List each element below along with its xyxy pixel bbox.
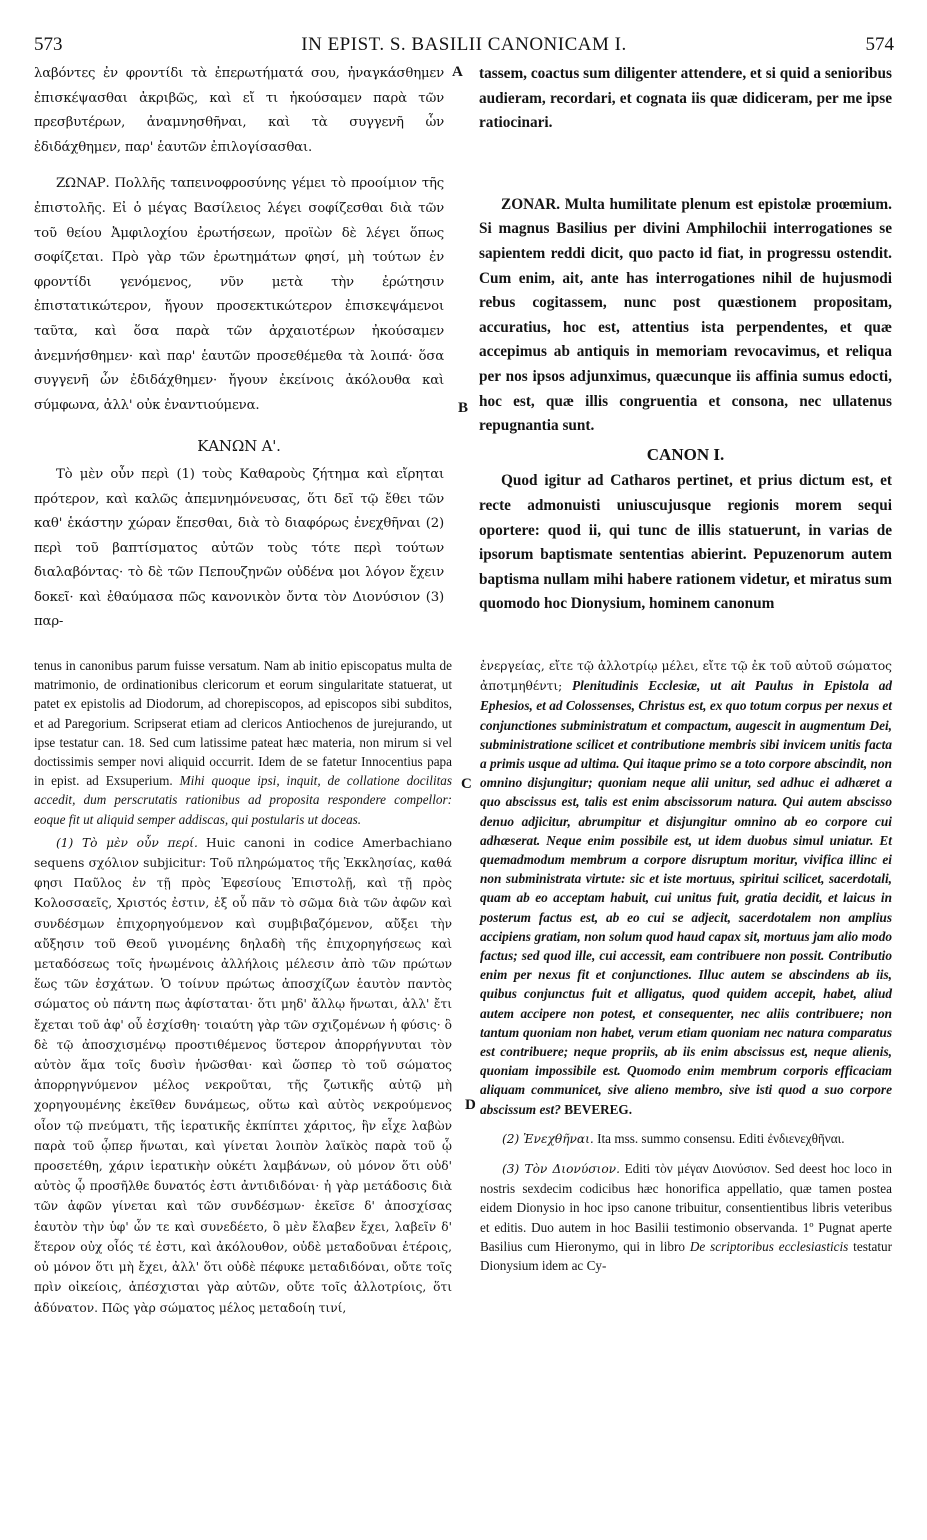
- footnotes-left-column: [34, 656, 452, 1318]
- running-title: IN EPIST. S. BASILII CANONICAM I.: [301, 34, 627, 55]
- footnote-1-scholion: Huic canoni in codice Amerbachiano sequens σχόλιον subjicitur: Τοῦ πληρώματος τῆς Ἐκκλησίας, καθά φησι Παῦλος ἐν τῇ πρὸς Ἐφεσίους Ἐπιστολῇ, καὶ τῇ πρὸς Κολοσσαεῖς, Χριστός ἐστιν, ἐξ οὗ πᾶν τὸ σῶμα διὰ τῶν ἀφῶν καὶ συνδέσμων ἐπιχορηγούμενον καὶ συμβιβαζόμενον, αὔξει τὴν αὔξησιν τοῦ Θεοῦ γινομένης δηλαδὴ τῆς ἐπιχορηγήσεως καὶ μεταδόσεως τοῖς ἡνωμένοις ἀλλήλοις μέλεσιν ἀπὸ τῶν πρώτων ἕως τῶν ἐσχάτων. Ὁ τοίνυν πρώτως ἀποσχίζων ἑαυτὸν παντὸς σώματος οὐ πάντη πως ἀφίσταται· ὅτι μηδ' ἄλλῳ ἥνωται, ἀλλ' ἔτι ἔχεται τοῦ ἀφ' οὗ ἐσχίσθη· τοιαύτη γὰρ τῶν σχιζομένων ἡ φύσις· ὃ δὲ τῷ ἀποσχισμένῳ προστιθέμενος ὕστερον ἀπορρήγνυται τὸν αὐτὸν ἅμα τοῖς δυσὶν ἡνῶσθαι· καὶ ὥσπερ τὸ τοῦ σώματος ἀπορρηγνύμενον μέλος νεκροῦται, τῆς ζωτικῆς αὐτῷ μὴ χορηγουμένης ἐκεῖθεν δυνάμεως, οὕτω καὶ αὐτὸς νεκρούμενος οἷον τῷ πνεύματι, τῆς ἱερατικῆς ἐκπίπτει χάριτος, ἣν εἶχε λαβὼν παρὰ τοῦ ᾧπερ ἥνωται, καὶ γίνεται λοιπὸν λαϊκὸς παρὰ τοῦ ᾧ προσετέθη, χάριν ἱερατικὴν οὐκέτι λαμβάνων, οὐ μόνον ὅτι οὐδ' αὐτὸς ᾧ προσῆλθε δυνατός ἐστι ἀντιδιδόναι· ἡ γὰρ μετάδοσις διὰ τῶν ἀφῶν γίνεται καὶ τῶν συνδέσμων· ἐκεῖσε δ' ἀποσχίσας ἑαυτὸν τὴν ὑφ' ὧν τε καὶ συνεδέετο, ὃ μὲν ἔλαβεν ἔχει, λαβεῖν δ' ἕτερον οὐχ οἷός τέ ἐστι, καὶ ἀκόλουθον, οὐδὲ μεταδοῦναι ἑτέροις, οὐ μόνον ὅτι μὴ ἔχει, ἀλλ' ὅτι οὐδὲ πέφυκε μεταδιδόναι, οὔτε τοῖς πρὶν οἰκείοις, ἀπέσχισται γὰρ αὐτῶν, οὔτε τοῖς ἀλλοτρίοις, ὅτι ἀδύνατον. Πῶς γὰρ σώματος μέλος μεταδοίη τινί,: [34, 835, 453, 1315]
- footnote-quotation: Mihi quoque ipsi, inquit, de collatione docilitas accedit, dum perscrutatis rationibus ad proposita respondere compellor: eoque fit ut aliquid semper addiscas, qui postularis ut doceas.: [34, 773, 453, 827]
- footnote-continuation: tenus in canonibus parum fuisse versatum. Nam ab initio episcopatus multa de matrimonio, de ordinationibus clericorum et eorum singularitate statuerat, ut patet ex epistolis ad Diodorum, ad chorepiscopos, ad episcopos sibi subditos, et ad Paregorium. Scripserat etiam ad clericos Antiochenos de jurejurando, ut ipse testatur can. 18. Sed cum latissime pateat hæc materia, non mirum si vel doctissimis semper novi aliquid occurrit. Idem de se fatetur Innocentius papa in epist. ad Exsuperium.: [34, 658, 452, 789]
- zonaras-greek-commentary: ΖΩΝΑΡ. Πολλῆς ταπεινοφροσύνης γέμει τὸ προοίμιον τῆς ἐπιστολῆς. Εἰ ὁ μέγας Βασίλειος λέγει σοφίζεσθαι διὰ τῶν τοῦ θείου Ἀμφιλοχίου ἐρωτήσεων, προϊὼν δὲ λέγει ὅπως σοφίζεται. Πρὸ γὰρ τῶν ἐρωτημάτων φησί, μὴ τούτων ἐν φροντίδι γενόμενος, νῦν μετὰ τὴν ἐρώτησιν ἐπιστατικώτερον, ἤγουν προσεκτικώτερον ἐπισκεψάμενοι ταῦτα, καὶ ὅσα παρὰ τῶν ἀρχαιοτέρων ἠκούσαμεν ἀνεμνήσθημεν· καὶ παρ' ἑαυτῶν προσεθέμεθα τὰ λοιπά· ὅσα συγγενῆ ὧν ἐδιδάχθημεν· ἤγουν ἐκείνοις ἀκόλουθα καὶ σύμφωνα, ἀλλ' οὐκ ἐναντιούμενα.: [34, 176, 444, 413]
- page-number-right: 574: [865, 34, 894, 55]
- section-marker-b: B: [458, 400, 469, 416]
- canon-heading-latin: CANON I.: [646, 444, 725, 464]
- footnote-3-book-title: De scriptoribus ecclesiasticis: [689, 1238, 849, 1254]
- running-header: [34, 34, 894, 60]
- greek-text-column: [34, 62, 444, 635]
- canon-heading-greek: ΚΑΝΩΝ Α'.: [197, 437, 281, 456]
- zonaras-latin-commentary: ZONAR. Multa humilitate plenum est epistolæ proœmium. Si magnus Basilius per divini Amphilochii interrogationes se sapientem reddi dicit, quo pacto id fiat, in progressu ostendit. Cum enim, ait, ante has interrogationes nihil de hujusmodi rebus cogitassem, nunc post quæstionem propositam, accuratius, hoc est, attentius ista perpendentes, et quæ accepimus ab antiquis in memoriam revocavimus, et reliqua per nos ipsos adjunximus, quæcunque iis affinia sumus edocti, hoc est, quæ illis congruentia et consona, nec ullatenus repugnantia sunt.: [479, 195, 892, 435]
- scholion-greek-end: ἐνεργείας, εἴτε τῷ ἀλλοτρίῳ μέλει, εἴτε τῷ ἐκ τοῦ αὐτοῦ σώματος ἀποτμηθέντι;: [480, 659, 892, 694]
- greek-paragraph: λαβόντες ἐν φροντίδι τὰ ἐπερωτήματά σου, ἠναγκάσθημεν ἐπισκέψασθαι ἀκριβῶς, καὶ εἴ τι ἠκούσαμεν παρὰ τῶν πρεσβυτέρων, ἀναμνησθῆναι, καὶ τὰ συγγενῆ ὧν ἐδιδάχθημεν, παρ' ἑαυτῶν ἐπιλογίσασθαι.: [34, 66, 444, 155]
- page-number-left: 573: [34, 34, 63, 55]
- section-marker-c: C: [461, 776, 472, 792]
- footnote-2-text: Ita mss. summo consensu. Editi ἐνδιενεχθῆναι.: [597, 1130, 845, 1146]
- footnote-3-tail: testatur Dionysium idem ac Cy-: [480, 1238, 892, 1274]
- footnote-3-text: Editi τὸν μέγαν Διονύσιον. Sed deest hoc loco in nostris sexdecim codicibus hæc honorifica appellatio, quæ tamen postea eidem Dionysio in hoc ipso canone tribuitur, consentientibus libris veteribus et editis. Duo autem in hoc Basilii testimonio observanda. 1º Pugnat aperte Basilius cum Hieronymo, qui in libro: [480, 1161, 892, 1254]
- canon-text-greek: Τὸ μὲν οὖν περὶ (1) τοὺς Καθαροὺς ζήτημα καὶ εἴρηται πρότερον, καὶ καλῶς ἀπεμνημόνευσας, ὅτι δεῖ τῷ ἔθει τῶν καθ' ἑκάστην χώραν ἕπεσθαι, διὰ τὸ διαφόρως ἐνεχθῆναι (2) περὶ τοῦ βαπτίσματος αὐτῶν τοὺς τότε περὶ τούτων διαλαβόντας· τὸ δὲ τῶν Πεπουζηνῶν οὐδένα μοι λόγον ἔχειν δοκεῖ· καὶ ἐθαύμασα πῶς κανονικὸν ὄντα τὸν Διονύσιον (3) παρ-: [34, 466, 444, 630]
- latin-text-column: [479, 62, 892, 617]
- section-marker-d: D: [465, 1097, 476, 1113]
- scholion-latin-translation: Plenitudinis Ecclesiæ, ut ait Paulus in Epistola ad Ephesios, et ad Colossenses, Christus est, ex quo totum corpus per nexus et conjunctiones subministratum et compactum, augescit in augmentum Dei, subministratione scilicet et contributione membris sibi invicem unitis facta a primis usque ad ultima. Qui itaque primo se a toto corpore abscindit, non omnino disjungitur; quoniam neque alii unitur, sed adhuc ei adhæret a quo abscissus est, talis est enim abscissorum natura. Qui autem abscisso denuo adjicitur, abrumpitur et disjungitur omnino ab eo corpore cui adhæserat. Neque enim possibile est, ut idem duobus simul uniatur. Et quemadmodum membrum a corpore disruptum moritur, vivifica illinc ei non subministrata virtute: sic et iste mortuus, spiritui scilicet, sacerdotali, quam ab eo acceptam habuit, cui unitus fuit, gratia decidit, et laicus in posterum factus est, ab eo cui se adjecit, sacerdotalem non amplius accipiens gratiam, non solum quod haud capax sit, mortuus jam alio modo factus; sed quod ille, cui accessit, eam contribuere non possit. Contributio enim per nexus fit et conjunctiones. Illuc autem se abscindens ab iis, quibus conjunctus fuit et alligatus, quod quidem accepit, habet, aliud autem accipere non potest, et consequenter, nec aliis contribuere; non tantum quoniam non habet, verum etiam quoniam nec natura comparatus est contribuere; neque propriis, ab iis enim abscissus est, neque alienis, quoniam impossibile est. Quomodo enim membrum corporis efficaciam aliquam communicet, sive alieno membro, sive isti quod a suo corpore abscissum est?: [480, 678, 892, 1117]
- footnotes-right-column: [480, 656, 892, 1275]
- footnote-attribution: BEVEREG.: [564, 1101, 632, 1117]
- footnote-1-lemma: (1) Τὸ μὲν οὖν περί.: [56, 835, 198, 850]
- section-marker-a: A: [452, 64, 463, 80]
- latin-paragraph: tassem, coactus sum diligenter attendere, et si quid a senioribus audieram, recordari, et cognata iis quæ didiceram, per me ipse ratiocinari.: [479, 65, 892, 132]
- footnote-2-lemma: (2) Ἐνεχθῆναι.: [502, 1131, 594, 1146]
- canon-text-latin: Quod igitur ad Catharos pertinet, et prius dictum est, et recte admonuisti uniuscujusque regionis morem sequi oportere: quod ii, qui tunc de illis statuerunt, in varias de ipsorum baptismate sententias abierint. Pepuzenorum autem baptisma nullam mihi habere rationem videtur, et miratus sum quomodo hoc Dionysium, hominem canonum: [479, 472, 892, 613]
- footnote-3-lemma: (3) Τὸν Διονύσιον.: [502, 1162, 620, 1177]
